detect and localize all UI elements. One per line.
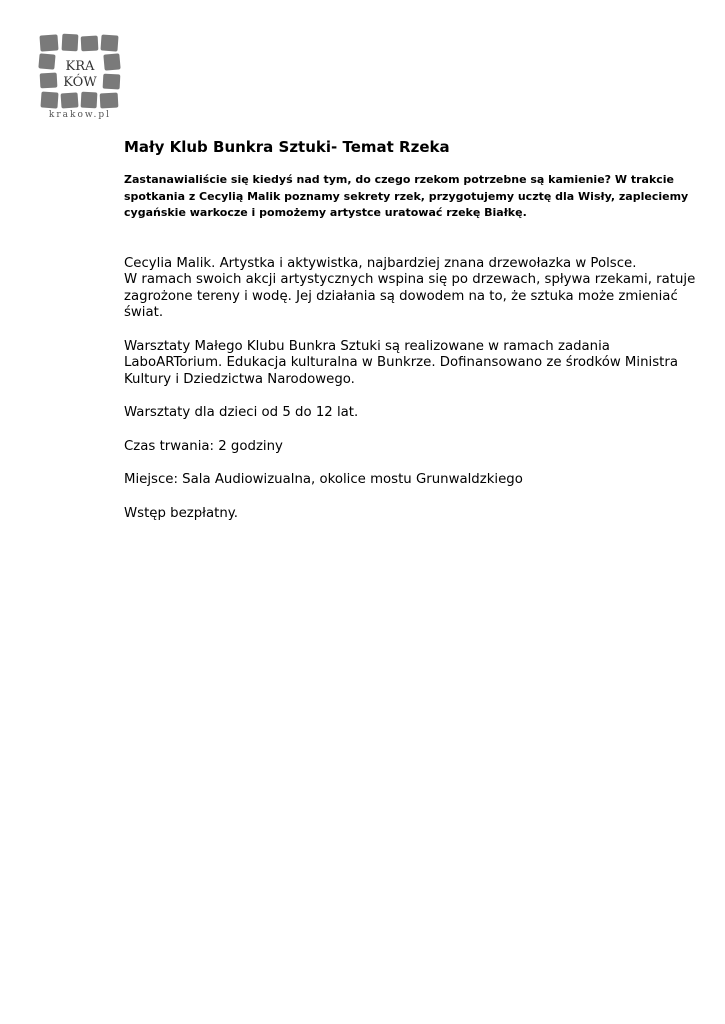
intro-paragraph xyxy=(124,256,704,322)
intro-line-2: W ramach swoich akcji artystycznych wspina się po drzewach, spływa rzekami, ratuje zagrożone tereny i wodę. Jej działania są dowodem na to, że sztuka może zmieniać świat. xyxy=(124,272,696,320)
logo-caption: krakow.pl xyxy=(48,110,112,120)
logo-mark-bottom: KÓW xyxy=(63,75,97,90)
age-paragraph: Warsztaty dla dzieci od 5 do 12 lat. xyxy=(124,405,359,420)
logo-mark-top: KRA xyxy=(65,59,95,74)
entry-paragraph: Wstęp bezpłatny. xyxy=(124,505,238,521)
place-paragraph: Miejsce: Sala Audiowizualna, okolice mostu Grunwaldzkiego xyxy=(124,472,523,487)
intro-line-1: Cecylia Malik. Artystka i aktywistka, najbardziej znana drzewołazka w Polsce. xyxy=(124,255,637,271)
duration-paragraph: Czas trwania: 2 godziny xyxy=(124,438,283,454)
article xyxy=(124,138,704,539)
lead-paragraph: Zastanawialiście się kiedyś nad tym, do czego rzekom potrzebne są kamienie? W trakcie spotkania z Cecylią Malik poznamy sekrety rzek, przygotujemy ucztę dla Wisły, zapleciemy cygańskie warkocze i pomożemy artystce uratować rzekę Białkę. xyxy=(124,173,689,219)
funding-paragraph: Warsztaty Małego Klubu Bunkra Sztuki są realizowane w ramach zadania LaboARTorium. Edukacja kulturalna w Bunkrze. Dofinansowano ze środków Ministra Kultury i Dziedzictwa Narodowego. xyxy=(124,338,678,387)
krakow-logo xyxy=(38,32,122,124)
krakow-logo-icon xyxy=(38,32,122,112)
page-title: Mały Klub Bunkra Sztuki- Temat Rzeka xyxy=(124,138,450,156)
